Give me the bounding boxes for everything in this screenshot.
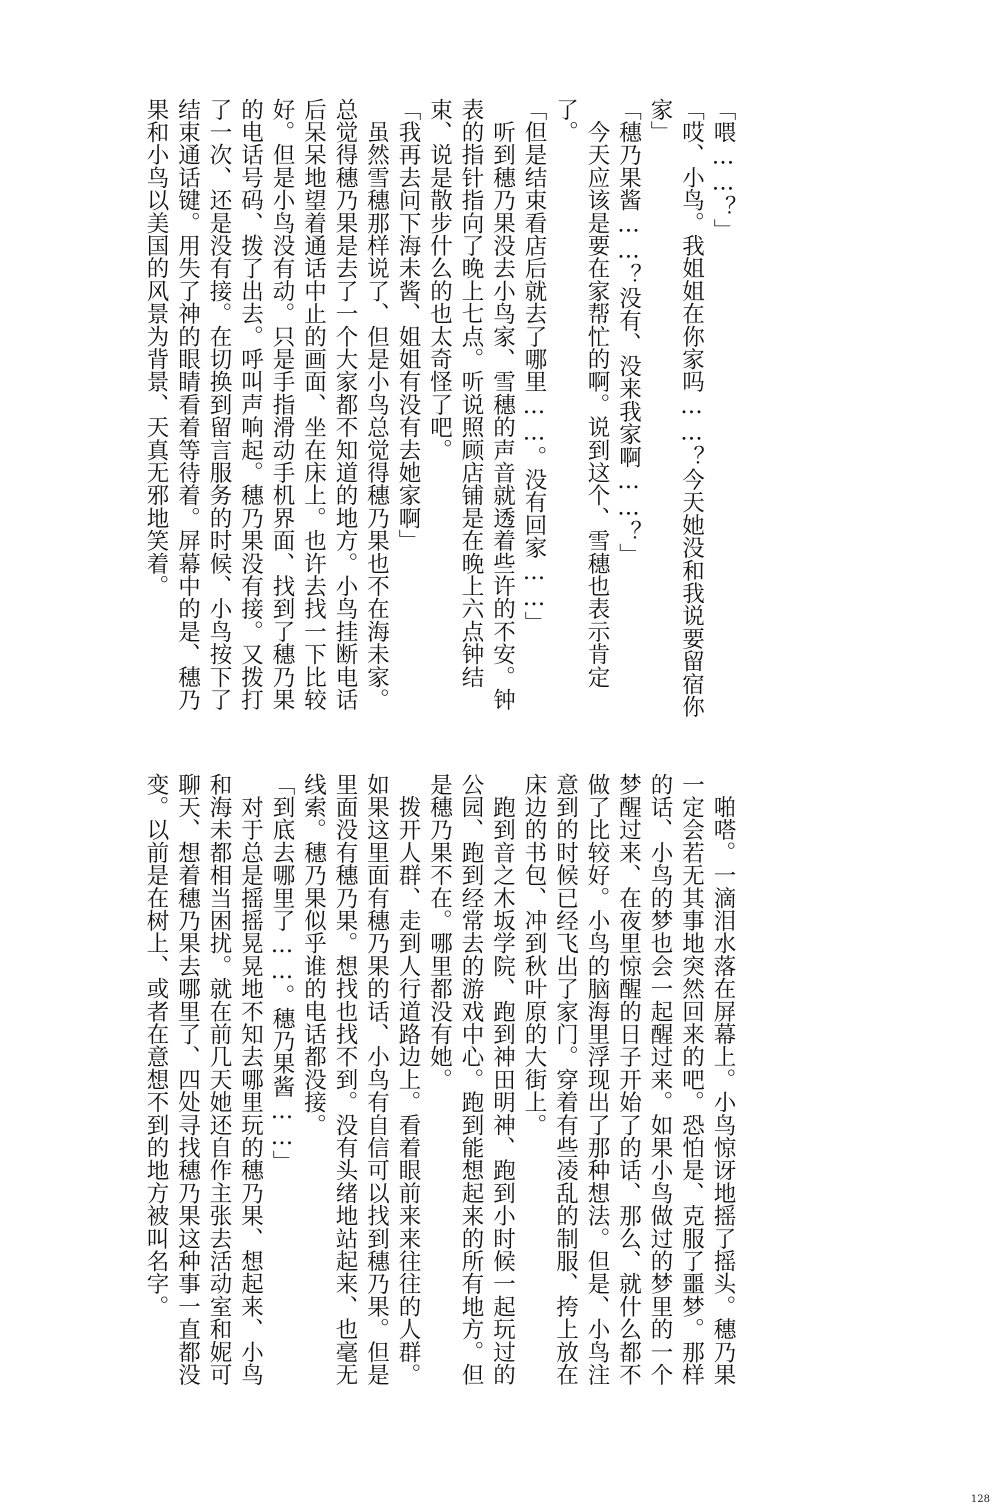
dialogue-line: 「哎、小鸟。我姐姐在你家吗……？今天她没和我说要留宿你家」 bbox=[647, 98, 705, 718]
top-text-block bbox=[143, 98, 738, 718]
narration-paragraph: 今天应该是要在家帮忙的啊。说到这个、雪穗也表示肯定了。 bbox=[552, 98, 610, 689]
narration-paragraph: 啪嗒。一滴泪水落在屏幕上。小鸟惊讶地摇了摇头。穗乃果一定会若无其事地突然回来的吧。恐怕是、克服了噩梦。那样的话、小鸟的梦也会一起醒过来。如果小鸟做过的梦里的一个梦醒过来、在夜里惊醒的日子开始了的话、那么、就什么都不做了比较好。小鸟的脑海里浮现出了那种想法。但是、小鸟注意到的时候已经飞出了家门。穿着有些凌乱的制服、挎上放在床边的书包、冲到秋叶原的大街上。 bbox=[521, 773, 736, 1386]
narration-paragraph: 听到穗乃果没去小鸟家、雪穗的声音就透着些许的不安。钟表的指针指向了晚上七点。听说照顾店铺是在晚上六点钟结束、说是散步什么的也太奇怪了吧。 bbox=[426, 98, 516, 711]
narration-paragraph: 虽然雪穗那样说了、但是小鸟总觉得穗乃果也不在海未家。总觉得穗乃果是去了一个大家都不知道的地方。小鸟挂断电话后呆呆地望着通话中止的画面、坐在床上。也许去找一下比较好。但是小鸟没有动。只是手指滑动手机界面、找到了穗乃果的电话号码、拨了出去。呼叫声响起。穗乃果没有接。又拨打了一次、还是没有接。在切换到留言服务的时候、小鸟按下了结束通话键。用失了神的眼睛看着等待着。屏幕中的是、穗乃果和小鸟以美国的风景为背景、天真无邪地笑着。 bbox=[143, 98, 390, 711]
narration-paragraph: 拨开人群、走到人行道路边上。看着眼前来来往往的人群。如果这里面有穗乃果的话、小鸟有自信可以找到穗乃果。但是里面没有穗乃果。想找也找不到。没有头绪地站起来、也毫无线索。穗乃果似乎谁的电话都没接。 bbox=[300, 773, 421, 1386]
dialogue-line: 「但是结束看店后就去了哪里……。没有回家……」 bbox=[521, 98, 547, 635]
dialogue-line: 「我再去问下海未酱、姐姐有没有去她家啊」 bbox=[395, 98, 421, 552]
dialogue-line: 「到底去哪里了……。穗乃果酱……」 bbox=[269, 773, 295, 1173]
narration-paragraph: 跑到音之木坂学院、跑到神田明神、跑到小时候一起玩过的公园、跑到经常去的游戏中心。跑到能想起来的所有地方。但是穗乃果不在。哪里都没有她。 bbox=[426, 773, 516, 1386]
narration-paragraph: 对于总是摇摇晃晃地不知去哪里玩的穗乃果、想起来、小鸟和海未都相当困扰。就在前几天她还自作主张去活动室和妮可聊天、想着穗乃果去哪里了、四处寻找穗乃果这种事一直都没变。以前是在树上、或者在意想不到的地方被叫名字。 bbox=[143, 773, 264, 1386]
page-number: 128 bbox=[970, 1494, 990, 1505]
dialogue-line: 「穗乃果酱……？没有、没来我家啊……？」 bbox=[615, 98, 642, 566]
dialogue-line: 「喂……？」 bbox=[710, 98, 736, 242]
bottom-text-block bbox=[143, 773, 738, 1393]
